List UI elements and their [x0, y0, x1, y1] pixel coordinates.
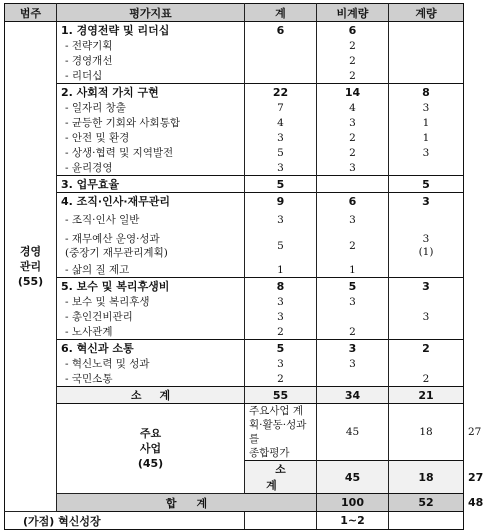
item-row — [5, 130, 464, 145]
item-row — [5, 324, 464, 340]
cell-non-quant: 3 — [317, 115, 389, 130]
section-row — [5, 22, 464, 39]
cell-total: 5 — [245, 340, 317, 357]
cell-non-quant — [317, 309, 389, 324]
cell-total: 3 — [245, 130, 317, 145]
cell-quant: 3 — [389, 145, 464, 160]
cell-quant — [389, 22, 464, 39]
cell-quant — [389, 262, 464, 278]
business-item-label — [245, 404, 317, 461]
subtotal-row-management — [5, 387, 464, 404]
cell-quant — [389, 160, 464, 176]
cell-total: 8 — [245, 278, 317, 295]
cell-total: 3 — [245, 160, 317, 176]
cell-total: 45 — [317, 461, 389, 494]
header-non-quant: 비계량 — [317, 4, 389, 22]
section-title: 1. 경영전략 및 리더십 — [57, 22, 245, 39]
item-label: - 총인건비관리 — [57, 309, 245, 324]
item-label: - 일자리 창출 — [57, 100, 245, 115]
cell-non-quant: 2 — [317, 53, 389, 68]
item-label — [57, 230, 245, 262]
cell-total — [245, 38, 317, 53]
cell-total: 3 — [245, 209, 317, 230]
subtotal-label: 소계 — [245, 461, 317, 494]
item-row — [5, 53, 464, 68]
cell-non-quant: 2 — [317, 145, 389, 160]
cell-quant: 8 — [389, 84, 464, 101]
cell-quant — [389, 209, 464, 230]
cell-total: 3 — [245, 309, 317, 324]
header-indicator: 평가지표 — [57, 4, 245, 22]
item-row — [5, 145, 464, 160]
header-row — [5, 4, 464, 22]
cell-total — [245, 512, 317, 530]
cell-total: 22 — [245, 84, 317, 101]
evaluation-table — [4, 3, 483, 530]
cell-quant: 3 — [389, 278, 464, 295]
category-label: 경영 — [19, 245, 42, 258]
cell-non-quant: 1~2 — [317, 512, 389, 530]
cell-non-quant: 2 — [317, 130, 389, 145]
cell-quant-value: 3 — [422, 233, 430, 245]
cell-non-quant: 18 — [389, 461, 464, 494]
cell-total: 100 — [317, 494, 389, 512]
grand-total-label: 합계 — [57, 494, 317, 512]
item-row — [5, 356, 464, 371]
cell-total: 3 — [245, 356, 317, 371]
item-label: - 리더십 — [57, 68, 245, 84]
cell-non-quant: 3 — [317, 356, 389, 371]
cell-total: 6 — [245, 22, 317, 39]
item-row — [5, 100, 464, 115]
cell-total: 5 — [245, 230, 317, 262]
cell-total: 1 — [245, 262, 317, 278]
cell-non-quant: 4 — [317, 100, 389, 115]
cell-quant — [389, 53, 464, 68]
cell-quant: 3 — [389, 309, 464, 324]
item-label-line1: - 재무예산 운영·성과 — [65, 233, 160, 245]
category-label: 주요 — [139, 427, 162, 440]
cell-non-quant — [317, 176, 389, 193]
cell-total: 7 — [245, 100, 317, 115]
category-weight: (55) — [17, 275, 44, 288]
innovation-row — [5, 512, 464, 530]
item-label-line2: (중장기 재무관리계획) — [65, 247, 168, 259]
category-weight: (45) — [137, 457, 164, 470]
item-label: - 윤리경영 — [57, 160, 245, 176]
cell-quant — [389, 294, 464, 309]
business-item-line2: 종합평가 — [249, 447, 290, 459]
business-item-line1: 주요사업 계획·활동·성과를 — [249, 405, 307, 445]
category-business — [57, 404, 245, 494]
item-row — [5, 38, 464, 53]
cell-non-quant: 5 — [317, 278, 389, 295]
category-label: 사업 — [139, 442, 162, 455]
cell-non-quant — [317, 371, 389, 387]
cell-non-quant: 3 — [317, 209, 389, 230]
cell-non-quant: 6 — [317, 22, 389, 39]
cell-total: 55 — [245, 387, 317, 404]
cell-non-quant: 1 — [317, 262, 389, 278]
section-row — [5, 84, 464, 101]
cell-quant — [389, 356, 464, 371]
cell-quant — [389, 68, 464, 84]
section-row — [5, 278, 464, 295]
item-label: - 상생·협력 및 지역발전 — [57, 145, 245, 160]
cell-quant — [389, 324, 464, 340]
item-row — [5, 294, 464, 309]
cell-non-quant: 6 — [317, 193, 389, 210]
section-title: 4. 조직·인사·재무관리 — [57, 193, 245, 210]
cell-quant: 1 — [389, 115, 464, 130]
cell-quant: 3 — [389, 100, 464, 115]
cell-total — [245, 53, 317, 68]
cell-quant-note: (1) — [418, 246, 434, 258]
header-category: 범주 — [5, 4, 57, 22]
cell-non-quant: 2 — [317, 324, 389, 340]
cell-quant: 1 — [389, 130, 464, 145]
category-management — [5, 22, 57, 512]
cell-quant: 2 — [389, 340, 464, 357]
cell-quant — [389, 38, 464, 53]
cell-total: 4 — [245, 115, 317, 130]
item-label: - 국민소통 — [57, 371, 245, 387]
cell-total: 45 — [317, 404, 389, 461]
header-total: 계 — [245, 4, 317, 22]
item-row — [5, 371, 464, 387]
section-title: 6. 혁신과 소통 — [57, 340, 245, 357]
cell-non-quant: 3 — [317, 160, 389, 176]
category-label: 관리 — [19, 260, 42, 273]
cell-quant: 3 — [389, 193, 464, 210]
cell-non-quant: 52 — [389, 494, 464, 512]
item-row — [5, 230, 464, 262]
cell-non-quant: 2 — [317, 38, 389, 53]
item-row — [5, 115, 464, 130]
section-row — [5, 176, 464, 193]
header-quant: 계량 — [389, 4, 464, 22]
item-row — [5, 262, 464, 278]
cell-non-quant: 2 — [317, 230, 389, 262]
item-row — [5, 68, 464, 84]
section-title: 3. 업무효율 — [57, 176, 245, 193]
cell-quant: 21 — [389, 387, 464, 404]
section-row — [5, 340, 464, 357]
cell-quant: 2 — [389, 371, 464, 387]
innovation-label: (가점) 혁신성장 — [5, 512, 245, 530]
subtotal-label: 소계 — [57, 387, 245, 404]
cell-quant — [389, 512, 464, 530]
item-row — [5, 209, 464, 230]
cell-total — [245, 68, 317, 84]
item-label: - 삶의 질 제고 — [57, 262, 245, 278]
cell-total: 9 — [245, 193, 317, 210]
cell-non-quant: 14 — [317, 84, 389, 101]
cell-non-quant: 3 — [317, 294, 389, 309]
item-label: - 안전 및 환경 — [57, 130, 245, 145]
cell-non-quant: 2 — [317, 68, 389, 84]
item-label: - 균등한 기회와 사회통합 — [57, 115, 245, 130]
cell-quant: 5 — [389, 176, 464, 193]
cell-total: 2 — [245, 324, 317, 340]
cell-total: 2 — [245, 371, 317, 387]
item-label: - 전략기획 — [57, 38, 245, 53]
cell-total: 3 — [245, 294, 317, 309]
item-label: - 혁신노력 및 성과 — [57, 356, 245, 371]
item-label: - 조직·인사 일반 — [57, 209, 245, 230]
subtotal-row-business: 소계 45 18 27 — [5, 461, 464, 494]
cell-non-quant: 3 — [317, 340, 389, 357]
cell-total: 5 — [245, 176, 317, 193]
section-title: 2. 사회적 가치 구현 — [57, 84, 245, 101]
section-title: 5. 보수 및 복리후생비 — [57, 278, 245, 295]
item-label: - 노사관계 — [57, 324, 245, 340]
section-row — [5, 193, 464, 210]
item-row — [5, 160, 464, 176]
cell-total: 5 — [245, 145, 317, 160]
cell-non-quant: 34 — [317, 387, 389, 404]
item-label: - 보수 및 복리후생 — [57, 294, 245, 309]
item-row — [5, 309, 464, 324]
cell-non-quant: 18 — [389, 404, 464, 461]
business-row: 주요 사업 (45) 주요사업 계획·활동·성과를 종합평가 45 18 27 — [5, 404, 464, 461]
item-label: - 경영개선 — [57, 53, 245, 68]
grand-total-row: 합계 100 52 48 — [5, 494, 464, 512]
cell-quant — [389, 230, 464, 262]
